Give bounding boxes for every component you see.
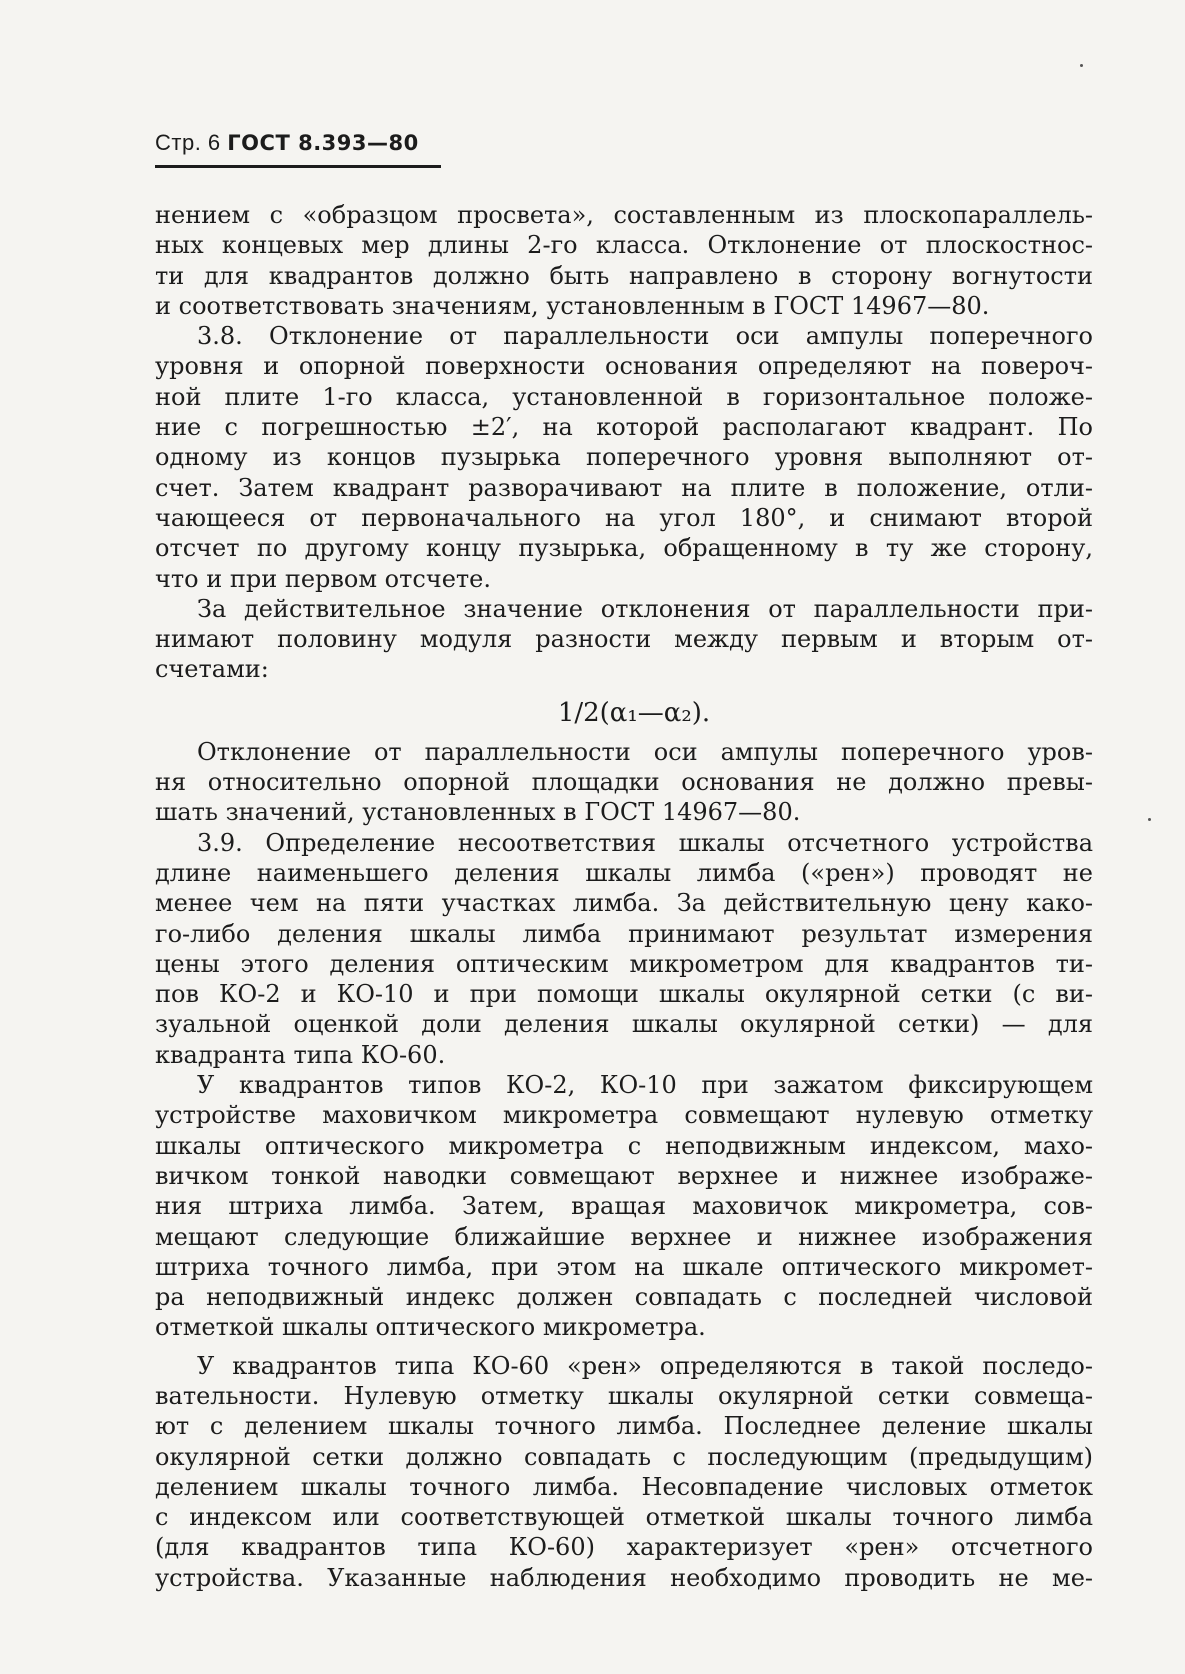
text-line: менее чем на пяти участках лимба. За действительную цену како- — [155, 889, 1093, 918]
text-line: (для квадрантов типа КО-60) характеризует «рен» отсчетного — [155, 1533, 1093, 1562]
paragraph-gap — [155, 1343, 1093, 1351]
text-line: 3.8. Отклонение от параллельности оси ампулы поперечного — [197, 322, 1093, 351]
text-line: ной плите 1-го класса, установленной в горизонтальное положе- — [155, 382, 1093, 411]
text-line: вичком тонкой наводки совмещают верхнее и нижнее изображе- — [155, 1161, 1093, 1190]
paragraph-ko2-ko10 — [155, 1070, 1093, 1343]
text-line: За действительное значение отклонения от параллельности при- — [197, 594, 1093, 623]
text-line: пов КО-2 и КО-10 и при помощи шкалы окулярной сетки (с ви- — [155, 980, 1093, 1009]
text-line: шкалы оптического микрометра с неподвижным индексом, махо- — [155, 1131, 1093, 1160]
text-line: вательности. Нулевую отметку шкалы окулярной сетки совмеща- — [155, 1381, 1093, 1410]
text-line: делением шкалы точного лимба. Несовпадение числовых отметок — [155, 1472, 1093, 1501]
paragraph-deviation — [155, 737, 1093, 828]
text-line: длине наименьшего деления шкалы лимба («рен») проводят не — [155, 858, 1093, 887]
body-text — [155, 200, 1093, 1593]
text-line: ра неподвижный индекс должен совпадать с последней числовой — [155, 1283, 1093, 1312]
text-line: отметкой шкалы оптического микрометра. — [155, 1313, 706, 1342]
paragraph-3-8 — [155, 321, 1093, 594]
text-line: У квадрантов типов КО-2, КО-10 при зажатом фиксирующем — [197, 1071, 1093, 1100]
text-line: ние с погрешностью ±2′, на которой располагают квадрант. По — [155, 413, 1093, 442]
text-line: нением с «образцом просвета», составленным из плоскопараллель- — [155, 201, 1093, 229]
text-line: устройстве маховичком микрометра совмещают нулевую отметку — [155, 1101, 1093, 1130]
text-line: что и при первом отсчете. — [155, 564, 491, 593]
text-line: нимают половину модуля разности между первым и вторым от- — [155, 625, 1093, 654]
text-line: зуальной оценкой доли деления шкалы окулярной сетки) — для — [155, 1010, 1093, 1039]
standard-code: ГОСТ 8.393—80 — [227, 131, 419, 155]
text-line: ти для квадрантов должно быть направлено в сторону вогнутости — [155, 261, 1093, 290]
page-number: Стр. 6 — [155, 130, 221, 155]
text-line: и соответствовать значениям, установленным в ГОСТ 14967—80. — [155, 291, 990, 320]
text-line: квадранта типа КО-60. — [155, 1040, 446, 1069]
text-line: окулярной сетки должно совпадать с последующим (предыдущим) — [155, 1442, 1093, 1471]
page-header — [155, 128, 441, 168]
header-text — [155, 128, 441, 158]
text-line: шать значений, установленных в ГОСТ 14967—80. — [155, 798, 801, 827]
text-line: ных концевых мер длины 2-го класса. Отклонение от плоскостнос- — [155, 231, 1093, 260]
paragraph-continuation — [155, 200, 1093, 321]
paragraph-ko60 — [155, 1351, 1093, 1593]
formula: 1/2(α₁—α₂). — [557, 697, 711, 728]
text-line: с индексом или соответствующей отметкой шкалы точного лимба — [155, 1503, 1093, 1532]
text-line: штриха точного лимба, при этом на шкале оптического микромет- — [155, 1252, 1093, 1281]
text-line: одному из концов пузырька поперечного уровня выполняют от- — [155, 443, 1093, 472]
text-line: счет. Затем квадрант разворачивают на плите в положение, отли- — [155, 473, 1093, 502]
text-line: уровня и опорной поверхности основания определяют на повероч- — [155, 352, 1093, 381]
scan-speck — [1148, 818, 1151, 821]
scan-speck — [1080, 64, 1083, 67]
text-line: мещают следующие ближайшие верхнее и нижнее изображения — [155, 1222, 1093, 1251]
text-line: отсчет по другому концу пузырька, обращенному в ту же сторону, — [155, 534, 1093, 563]
text-line: чающееся от первоначального на угол 180°, и снимают второй — [155, 503, 1093, 532]
text-line: ния штриха лимба. Затем, вращая маховичок микрометра, сов- — [155, 1192, 1093, 1221]
text-line: Отклонение от параллельности оси ампулы поперечного уров- — [197, 737, 1093, 766]
paragraph-actual-value — [155, 594, 1093, 685]
text-line: ня относительно опорной площадки основания не должно превы- — [155, 768, 1093, 797]
text-line: го-либо деления шкалы лимба принимают результат измерения — [155, 919, 1093, 948]
text-line: цены этого деления оптическим микрометром для квадрантов ти- — [155, 949, 1093, 978]
text-line: ют с делением шкалы точного лимба. Последнее деление шкалы — [155, 1412, 1093, 1441]
text-line: 3.9. Определение несоответствия шкалы отсчетного устройства — [197, 828, 1093, 857]
text-line: счетами: — [155, 655, 269, 684]
paragraph-3-9 — [155, 828, 1093, 1070]
text-line: устройства. Указанные наблюдения необходимо проводить не ме- — [155, 1563, 1093, 1592]
text-line: У квадрантов типа КО-60 «рен» определяются в такой последо- — [197, 1351, 1093, 1380]
